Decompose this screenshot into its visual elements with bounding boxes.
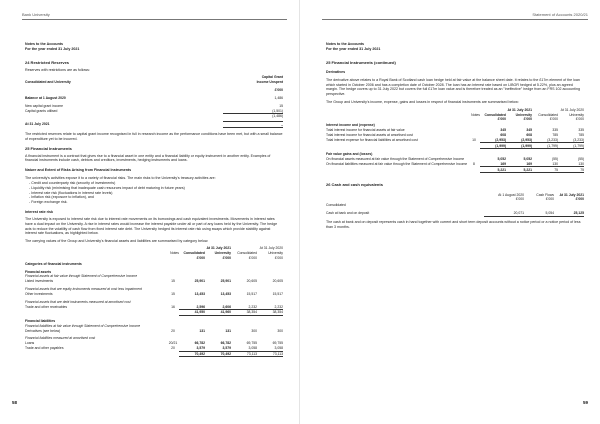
unit-label: £'000 — [274, 255, 283, 260]
right-page — [300, 0, 600, 424]
section-24-note: The restricted reserves relate to capital grant income recognised in full in research income as the performance conditions have been met, but with a small balance of expenditure yet to be incurred. — [25, 132, 283, 141]
year-2021-heading: At 31 July 2021 — [507, 107, 532, 112]
subcategory-label: Financial assets that are debt instruments measured at amortised cost — [25, 299, 131, 304]
unit-label: £'000 — [497, 117, 506, 122]
table-row: Trade and other payables 20 3,579 3,579 3,058 3,058 — [25, 346, 283, 351]
page-number-left: 58 — [12, 400, 18, 405]
table-row: Other investments 15 13,453 13,453 15,517 15,517 — [25, 291, 283, 296]
financial-liabilities-heading: Financial liabilities — [25, 318, 56, 323]
running-header-left: Bank University — [22, 12, 50, 17]
running-header-right: Statement of Accounts 2020/21 — [532, 12, 588, 17]
right-content — [326, 42, 584, 230]
table-row-value: (1,486) — [223, 114, 283, 119]
col-head-cash-flows: Cash Flows — [536, 192, 554, 197]
table-row: Listed investments 15 25,901 25,901 20,605 20,605 — [25, 279, 283, 284]
unit-label: £'000 — [575, 197, 584, 202]
risk-heading: Nature and Extent of Risks Arising from Financial Instruments — [25, 167, 132, 172]
table-row: Cash at bank and on deposit 20,071 5,054 25,125 — [326, 211, 584, 216]
year-2020-heading: At 31 July 2020 — [259, 245, 283, 250]
table-row-value: 1,486 — [274, 95, 283, 100]
table-row: Total interest expense for financial liabilities at amortised cost 10 (2,953) (2,953) (3,233) (3,233) — [326, 137, 584, 142]
risk-list — [25, 181, 283, 204]
col-head-opening: At 1 August 2020 — [498, 192, 524, 197]
cash-group-label: Consolidated — [326, 203, 346, 208]
fair-value-total-row: 5,221 5,221 75 75 — [326, 167, 584, 173]
page-number-right: 59 — [582, 400, 588, 405]
col-head-closing: At 31 July 2021 — [559, 192, 584, 197]
table-row-value: (1,501) — [272, 108, 283, 113]
unit-label: £'000 — [222, 255, 231, 260]
col-head-university: University — [569, 112, 584, 117]
income-expense-table — [326, 107, 584, 173]
table-row-label: Capital grants utilised — [25, 108, 58, 113]
group-income-para: The Group and University's income, expense, gains and losses in respect of financial instruments are summarised below: — [326, 99, 519, 104]
interest-rate-para: The University is exposed to interest rate risk due to interest rate movements on its borrowings and cash equivalent investments. Movements in interest rates have a dual impact on the University. A rise in interest rates would increase the interest payable under all or part of any loans held by the University. The hedge acts to reduce the volatility of cash flow from fixed interest rate debt. The University hedged its interest rate risk using swaps which provide stability against interest rate fluctuations, as highlighted below. — [25, 217, 278, 236]
table-row: Derivatives (see below) 20 131 131 300 300 — [25, 328, 283, 333]
assets-total-row: 41,950 41,960 38,354 38,354 — [25, 310, 283, 316]
unit-label: £'000 — [248, 255, 257, 260]
subcategory-label: Financial liabilities at fair value through Statement of Comprehensive Income — [25, 323, 141, 328]
col-head-consolidated: Consolidated — [484, 112, 506, 117]
col-head-notes: Notes — [471, 112, 480, 117]
table-row-value: 15 — [279, 103, 283, 108]
table-row: On financial liabilities measured at fair value through the Statement of Comprehensive Income 8 169 169 130 130 — [326, 161, 584, 166]
unit-label: £'000 — [575, 117, 584, 122]
col-head-university: University — [515, 112, 532, 117]
interest-rate-heading: Interest rate risk — [25, 209, 53, 214]
header-rule — [22, 19, 287, 20]
table-row: On financial assets measured at fair value through the Statement of Comprehensive Income 5,052 5,052 (55) (55) — [326, 156, 584, 161]
section-26-title: 26 Cash and cash equivalents — [326, 182, 383, 188]
table-row: Total interest income for financial assets at fair value 345 345 335 335 — [326, 128, 584, 133]
list-item: - Interest rate risk (fluctuations in interest rate levels) — [29, 191, 283, 196]
col-head-consolidated: Consolidated — [237, 250, 257, 255]
table-row-label: At 31 July 2021 — [25, 122, 50, 127]
unit-label: £'000 — [274, 88, 283, 92]
unit-label: £'000 — [515, 197, 524, 202]
carrying-values-para: The carrying values of the Group and University's financial assets and liabilities are summarised by category below. — [25, 239, 209, 244]
table-row-label: New capital grant income — [25, 103, 64, 108]
section-24-intro: Reserves with restrictions are as follows: — [25, 68, 90, 73]
unit-label: £'000 — [523, 117, 532, 122]
notes-subtitle: For the year ended 31 July 2021 — [326, 46, 381, 51]
notes-subtitle: For the year ended 31 July 2021 — [25, 46, 80, 51]
derivatives-heading: Derivatives — [326, 70, 346, 75]
fair-value-heading: Fair value gains and (losses) — [326, 152, 373, 157]
derivatives-para: The derivative above relates to a Royal Bank of Scotland cash loan hedge held at fair value at the balance sheet date. It relates to the £17m element of the loan which started in October 2006 and has a completion date of October 2028. The loan has an interest rate based on LIBOR hedged at 5.22%, plus an agreed margin. The hedge covers up to 31 July 2022 but covers the full £17m loan value and is therefore treated as an "ineffective" hedge from an FRS 102 accounting perspective. — [326, 78, 580, 97]
list-item: - Credit and counterparty risk (security of investments) — [29, 181, 283, 186]
list-item: - Inflation risk (exposure to inflation), and — [29, 195, 283, 200]
year-2020-heading: At 31 July 2020 — [560, 107, 584, 112]
section-25-continued-title: 25 Financial Instruments (continued) — [326, 60, 396, 66]
col-head-notes: Notes — [170, 250, 179, 255]
section-25-para: A financial instrument is a contract that gives rise to a financial asset in one entity and a financial liability or equity instrument in another entity. Examples of financial instruments include cash, debtors and creditors, investments, hedging instruments and loans. — [25, 153, 271, 163]
unit-label: £'000 — [196, 255, 205, 260]
col-head-consolidated: Consolidated — [538, 112, 558, 117]
col-head-capital-grant: Capital Grant — [261, 75, 283, 80]
table-row-value: – — [223, 122, 283, 128]
cash-table — [326, 192, 584, 217]
subcategory-label: Financial liabilities measured at amortised cost — [25, 336, 96, 341]
table-row: Loans 20/21 66,782 66,782 69,755 69,755 — [25, 341, 283, 346]
section-24-title: 24 Restricted Reserves — [25, 60, 70, 66]
header-rule — [322, 19, 588, 20]
group-label: Consolidated and University — [25, 80, 71, 85]
table-row: Total interest income for financial assets at amortised cost 608 608 785 785 — [326, 133, 584, 138]
col-head-university: University — [268, 250, 283, 255]
liabilities-total-row: 70,492 70,492 73,113 73,113 — [25, 351, 283, 357]
table-row-label: Balance at 1 August 2020 — [25, 95, 66, 100]
col-head-consolidated: Consolidated — [183, 250, 205, 255]
unit-label: £'000 — [545, 197, 554, 202]
notes-title: Notes to the Accounts — [25, 42, 64, 46]
subcategory-label: Financial assets at fair value through Statement of Comprehensive Income — [25, 274, 138, 279]
col-head-university: University — [214, 250, 231, 255]
subcategory-label: Financial assets that are equity instruments measured at cost less impairment — [25, 287, 142, 292]
risk-intro: The university's activities expose it to a variety of financial risks. The main risks to the University's treasury activities are: — [25, 175, 216, 180]
financial-instruments-table — [25, 246, 283, 358]
interest-heading: Interest income and (expense) — [326, 123, 375, 128]
cash-note: The cash at bank and on deposit represents cash in hand together with current and short term deposit accounts without a notice period or a notice period of less than 3 months. — [326, 220, 581, 230]
col-head-income-unspent: Income Unspent — [256, 80, 283, 85]
year-2021-heading: At 31 July 2021 — [206, 245, 231, 250]
section-25-title: 25 Financial Instruments — [25, 145, 72, 151]
notes-title: Notes to the Accounts — [326, 42, 365, 46]
interest-total-row: (1,999) (1,999) (1,799) (1,799) — [326, 143, 584, 149]
left-content — [25, 42, 283, 357]
list-item: - Liquidity risk (minimising that inadequate cash resources impact of debt maturing in future years) — [29, 186, 283, 191]
table-row: Trade and other receivables 16 2,596 2,606 2,232 2,232 — [25, 304, 283, 309]
categories-heading: Categories of financial instruments — [25, 261, 82, 266]
restricted-reserves-table — [25, 75, 283, 128]
financial-assets-heading: Financial assets — [25, 269, 52, 274]
unit-label: £'000 — [549, 117, 558, 122]
list-item: - Foreign exchange risk. — [29, 200, 283, 205]
